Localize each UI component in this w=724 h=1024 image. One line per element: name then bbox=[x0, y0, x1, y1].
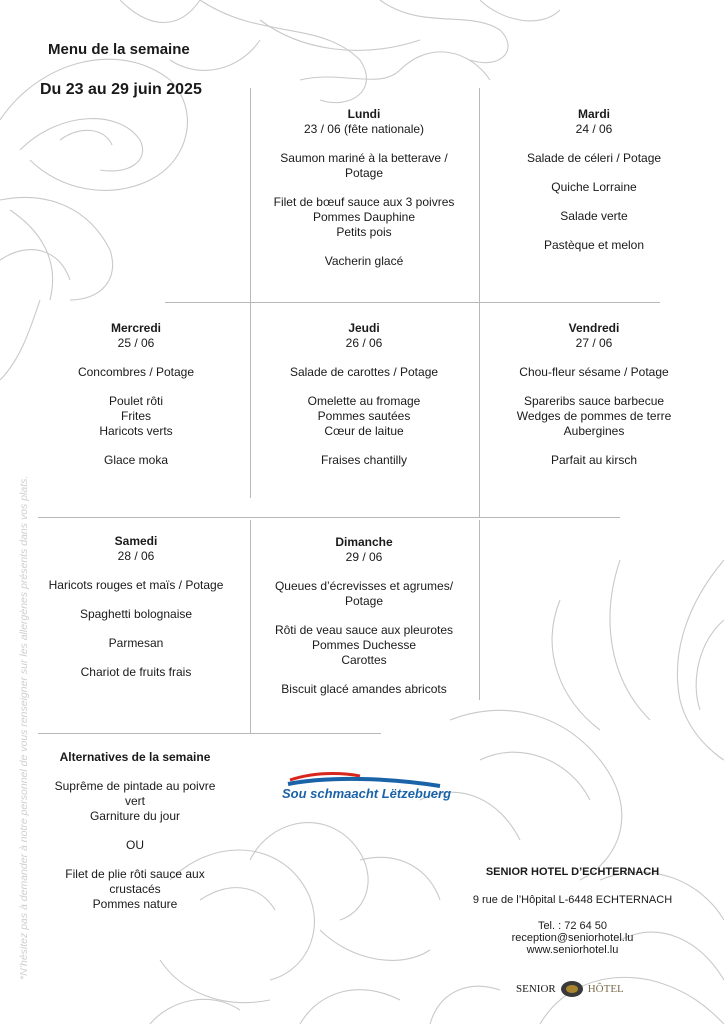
divider-v-1 bbox=[250, 88, 251, 498]
menu-item: Salade verte bbox=[560, 209, 628, 223]
spacer bbox=[30, 622, 242, 636]
sou-schmaacht-logo bbox=[280, 768, 450, 808]
spacer bbox=[256, 439, 472, 453]
spacer bbox=[486, 439, 702, 453]
menu-item: Frites bbox=[121, 409, 151, 423]
spacer bbox=[30, 853, 240, 867]
day-name: Dimanche bbox=[335, 535, 393, 549]
spacer bbox=[256, 181, 472, 195]
day-name: Mercredi bbox=[110, 321, 162, 335]
alternative-item: Filet de plie rôti sauce aux bbox=[65, 867, 205, 881]
menu-item: Biscuit glacé amandes abricots bbox=[281, 682, 447, 696]
spacer bbox=[30, 765, 240, 779]
hotel-email[interactable]: reception@seniorhotel.lu bbox=[511, 932, 634, 944]
spacer bbox=[486, 224, 702, 238]
menu-item: Omelette au fromage bbox=[307, 394, 421, 408]
menu-item: Pommes Duchesse bbox=[311, 638, 417, 652]
spacer bbox=[30, 439, 242, 453]
day-name: Lundi bbox=[347, 107, 381, 121]
alternatives-list bbox=[30, 765, 240, 912]
day-samedi bbox=[30, 534, 242, 680]
alternative-item: Garniture du jour bbox=[89, 809, 181, 823]
day-mardi bbox=[486, 107, 702, 253]
day-mercredi bbox=[30, 321, 242, 468]
day-jeudi bbox=[256, 321, 472, 468]
menu-item: Quiche Lorraine bbox=[551, 180, 637, 194]
spacer bbox=[486, 137, 702, 151]
day-dimanche bbox=[256, 535, 472, 697]
divider-v-3 bbox=[250, 520, 251, 733]
spacer bbox=[486, 380, 702, 394]
spacer bbox=[30, 824, 240, 838]
day-date: 27 / 06 bbox=[575, 336, 613, 350]
brand-left: SENIOR bbox=[516, 983, 556, 995]
menu-item: Potage bbox=[344, 166, 384, 180]
menu-item: Pommes sautées bbox=[317, 409, 411, 423]
day-name: Jeudi bbox=[348, 321, 380, 335]
hotel-name: SENIOR HOTEL D’ECHTERNACH bbox=[485, 866, 660, 878]
spacer bbox=[256, 351, 472, 365]
allergen-note: *N’hésitez pas à demander à notre personnel de vous renseigner sur les allergènes présents dans vos plats. bbox=[18, 475, 30, 980]
alternatives-title: Alternatives de la semaine bbox=[59, 750, 211, 764]
menu-item: Parfait au kirsch bbox=[550, 453, 638, 467]
menu-item: Filet de bœuf sauce aux 3 poivres bbox=[273, 195, 455, 209]
hotel-info bbox=[455, 866, 690, 956]
spacer bbox=[30, 593, 242, 607]
spacer bbox=[256, 565, 472, 579]
menu-item: Haricots rouges et maïs / Potage bbox=[48, 578, 224, 592]
menu-item: Parmesan bbox=[108, 636, 164, 650]
alternative-item: vert bbox=[124, 794, 145, 808]
menu-item: Rôti de veau sauce aux pleurotes bbox=[274, 623, 454, 637]
senior-hotel-brand bbox=[516, 978, 646, 1000]
menu-item: Queues d’écrevisses et agrumes/ bbox=[274, 579, 454, 593]
menu-item: Cœur de laitue bbox=[324, 424, 404, 438]
day-name: Vendredi bbox=[568, 321, 620, 335]
menu-item: Poulet rôti bbox=[108, 394, 164, 408]
menu-item: Saumon mariné à la betterave / bbox=[280, 151, 448, 165]
menu-item: Wedges de pommes de terre bbox=[516, 409, 672, 423]
alternative-item: OU bbox=[126, 838, 144, 852]
day-date: 28 / 06 bbox=[117, 549, 155, 563]
spacer bbox=[256, 240, 472, 254]
spacer bbox=[256, 609, 472, 623]
day-vendredi bbox=[486, 321, 702, 468]
menu-item: Spareribs sauce barbecue bbox=[523, 394, 665, 408]
day-name: Samedi bbox=[114, 534, 158, 548]
spacer bbox=[30, 564, 242, 578]
day-name: Mardi bbox=[577, 107, 610, 121]
menu-item: Haricots verts bbox=[99, 424, 173, 438]
menu-item: Spaghetti bolognaise bbox=[79, 607, 193, 621]
divider-v-2 bbox=[479, 88, 480, 518]
menu-item: Chariot de fruits frais bbox=[80, 665, 192, 679]
spacer bbox=[256, 137, 472, 151]
logo-text: Sou schmaacht Lëtzebuerg bbox=[282, 786, 452, 801]
divider-h-1 bbox=[165, 302, 660, 303]
spacer bbox=[256, 668, 472, 682]
page-title: Menu de la semaine bbox=[48, 41, 190, 58]
date-range: Du 23 au 29 juin 2025 bbox=[40, 81, 202, 98]
alternative-item: crustacés bbox=[109, 882, 161, 896]
menu-item: Chou-fleur sésame / Potage bbox=[519, 365, 669, 379]
menu-item: Vacherin glacé bbox=[324, 254, 404, 268]
brand-right: HÔTEL bbox=[587, 983, 624, 995]
hotel-phone: Tel. : 72 64 50 bbox=[537, 920, 608, 932]
day-date: 29 / 06 bbox=[345, 550, 383, 564]
day-date: 25 / 06 bbox=[117, 336, 155, 350]
spacer bbox=[486, 166, 702, 180]
hotel-address: 9 rue de l’Hôpital L-6448 ECHTERNACH bbox=[472, 894, 673, 906]
spacer bbox=[30, 651, 242, 665]
divider-h-3 bbox=[38, 733, 381, 734]
day-date: 24 / 06 bbox=[575, 122, 613, 136]
alternatives-section bbox=[30, 750, 240, 912]
spacer bbox=[486, 351, 702, 365]
menu-item: Concombres / Potage bbox=[77, 365, 195, 379]
menu-item: Aubergines bbox=[563, 424, 625, 438]
menu-item: Salade de carottes / Potage bbox=[289, 365, 439, 379]
divider-v-4 bbox=[479, 520, 480, 700]
day-date: 26 / 06 bbox=[345, 336, 383, 350]
menu-item: Glace moka bbox=[103, 453, 169, 467]
day-lundi bbox=[256, 107, 472, 269]
menu-item: Petits pois bbox=[336, 225, 392, 239]
alternative-item: Suprême de pintade au poivre bbox=[54, 779, 216, 793]
spacer bbox=[486, 195, 702, 209]
alternative-item: Pommes nature bbox=[92, 897, 178, 911]
menu-item: Carottes bbox=[341, 653, 387, 667]
divider-h-2 bbox=[38, 517, 620, 518]
menu-item: Pommes Dauphine bbox=[312, 210, 416, 224]
day-date: 23 / 06 (fête nationale) bbox=[303, 122, 425, 136]
menu-item: Fraises chantilly bbox=[320, 453, 408, 467]
menu-item: Salade de céleri / Potage bbox=[526, 151, 662, 165]
spacer bbox=[30, 351, 242, 365]
spacer bbox=[256, 380, 472, 394]
hotel-website[interactable]: www.seniorhotel.lu bbox=[526, 944, 619, 956]
menu-item: Pastèque et melon bbox=[543, 238, 645, 252]
menu-item: Potage bbox=[344, 594, 384, 608]
spacer bbox=[30, 380, 242, 394]
hotel-emblem-icon bbox=[560, 980, 584, 998]
